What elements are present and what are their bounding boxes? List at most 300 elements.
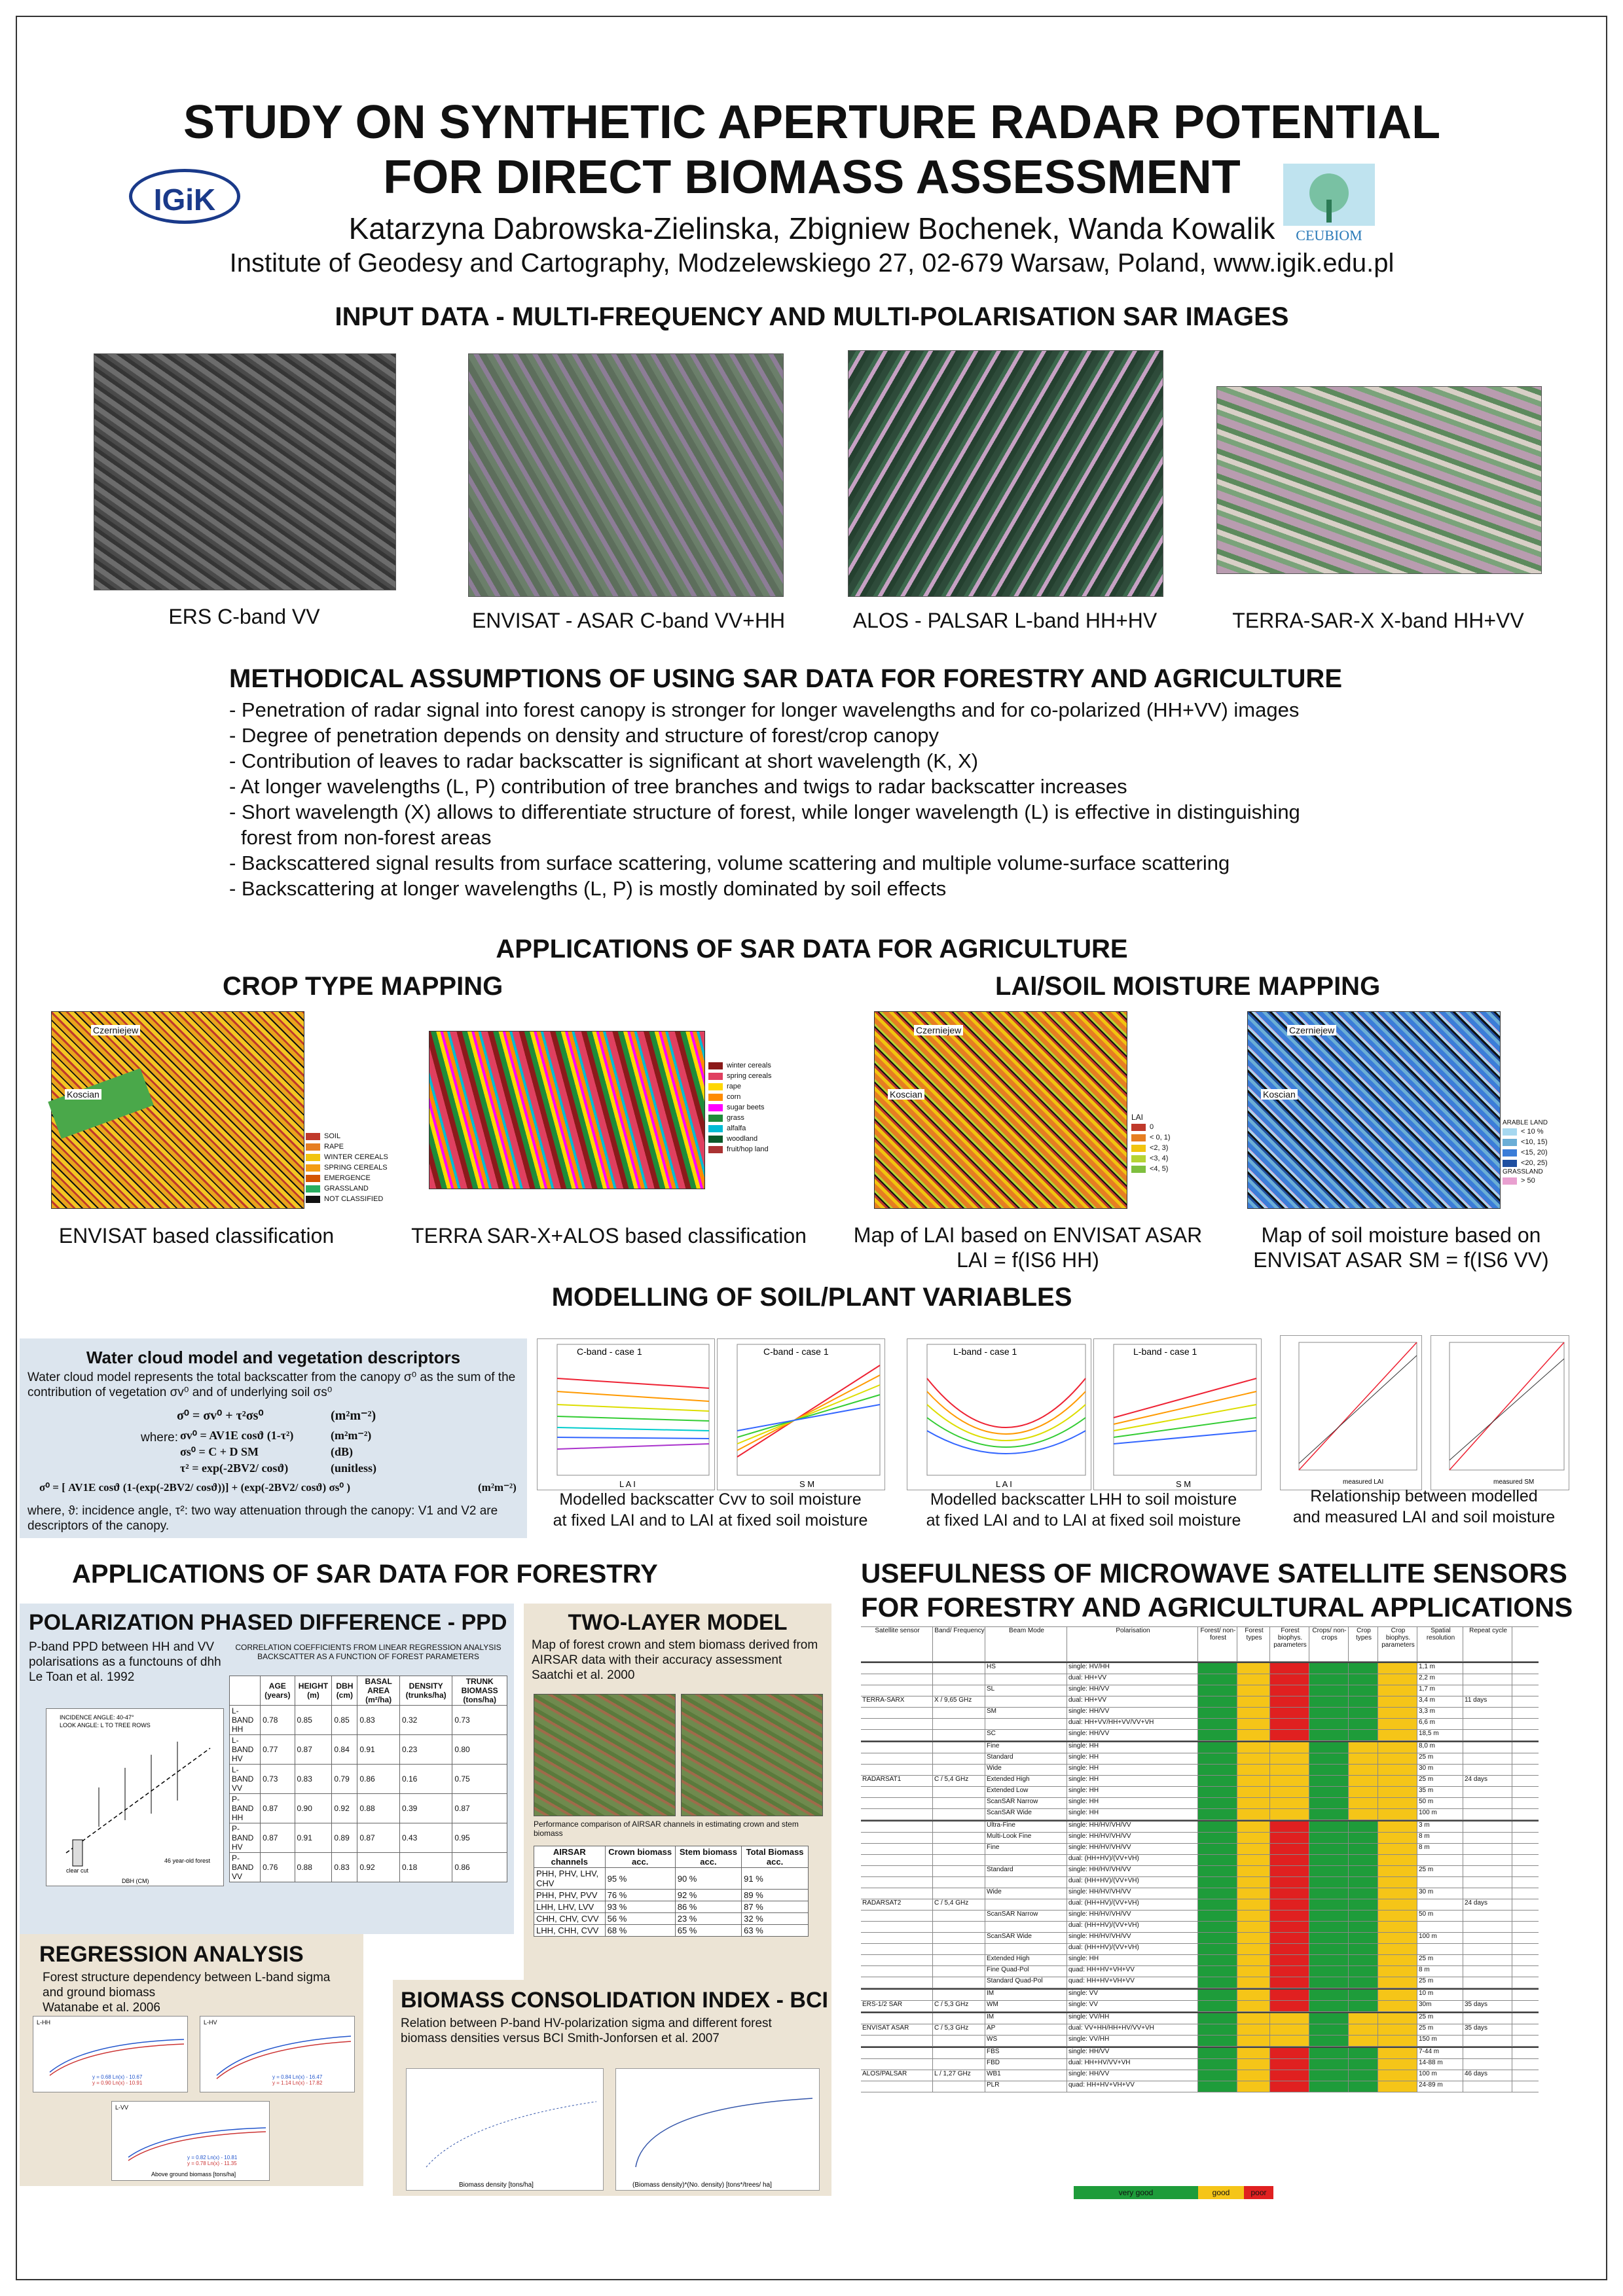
table-cell: [1463, 1809, 1512, 1820]
table-cell: Extended High: [985, 1955, 1067, 1965]
crop-map-envisat-legend: SOIL RAPE WINTER CEREALS SPRING CEREALS EMERGENCE GRASSLAND NOT CLASSIFIED: [306, 1131, 388, 1204]
usefulness-legend: very good good poor: [1074, 2186, 1273, 2199]
table-cell: [861, 1765, 933, 1775]
rating-cell: [1270, 1663, 1309, 1674]
rating-cell: [1270, 1674, 1309, 1685]
svg-text:Above ground biomass [tons/ha]: Above ground biomass [tons/ha]: [151, 2171, 236, 2178]
table-cell: SC: [985, 1730, 1067, 1740]
column-header: Forest types: [1237, 1627, 1270, 1661]
table-row: L-BAND HV 0.77 0.87 0.84 0.91 0.23 0.80: [230, 1735, 507, 1765]
rating-cell: [1237, 1933, 1270, 1943]
table-cell: single: HH: [1067, 1787, 1198, 1797]
rating-cell: [1198, 1877, 1237, 1888]
rating-cell: [1270, 1742, 1309, 1753]
rating-cell: [1309, 1977, 1349, 1988]
table-cell: dual: (HH+HV)/(VV+VH): [1067, 1877, 1198, 1888]
table-cell: Standard: [985, 1753, 1067, 1764]
rating-cell: [1270, 1753, 1309, 1764]
bullet: - Contribution of leaves to radar backscatter is significant at short wavelength (K, X): [229, 749, 979, 772]
table-row: PHH, PHV, PVV 76 % 92 % 89 %: [534, 1890, 809, 1901]
alos-caption: ALOS - PALSAR L-band HH+HV: [852, 609, 1158, 632]
alos-image: [848, 350, 1163, 597]
rating-cell: [1349, 1730, 1378, 1740]
rating-cell: [1309, 2036, 1349, 2046]
table-cell: [861, 1966, 933, 1977]
rating-cell: [1309, 1888, 1349, 1899]
rating-cell: [1270, 1685, 1309, 1696]
rating-cell: [1198, 1866, 1237, 1876]
rating-cell: [1349, 2036, 1378, 2046]
rating-cell: [1349, 1776, 1378, 1786]
rating-cell: [1237, 2059, 1270, 2070]
table-cell: [933, 1933, 985, 1943]
stem-biomass-map: [681, 1694, 823, 1816]
rating-cell: [1349, 1855, 1378, 1865]
rating-cell: [1309, 1899, 1349, 1910]
rating-cell: [1237, 1809, 1270, 1820]
svg-text:(Biomass density)*(No. density: (Biomass density)*(No. density) [tons*/trees/ ha]: [632, 2181, 772, 2189]
rating-cell: [1349, 1787, 1378, 1797]
table-cell: 11 days: [1463, 1696, 1512, 1707]
table-cell: [933, 1719, 985, 1729]
table-cell: 1,7 m: [1417, 1685, 1463, 1696]
l-band-sm-graph: [1093, 1338, 1262, 1490]
lai-heading: LAI/SOIL MOISTURE MAPPING: [995, 972, 1381, 1001]
table-cell: [861, 1944, 933, 1954]
rating-cell: [1237, 1922, 1270, 1932]
table-cell: [933, 1877, 985, 1888]
rating-cell: [1349, 1910, 1378, 1921]
rating-cell: [1309, 1742, 1349, 1753]
table-cell: dual: (HH+HV)/(VV+VH): [1067, 1922, 1198, 1932]
table-cell: 150 m: [1417, 2036, 1463, 2046]
svg-text:LOOK ANGLE: L TO TREE ROWS: LOOK ANGLE: L TO TREE ROWS: [60, 1722, 151, 1729]
bullet: - Backscattering at longer wavelengths (L, P) is mostly dominated by soil effects: [229, 877, 947, 900]
rating-cell: [1378, 2081, 1417, 2092]
rating-cell: [1198, 2070, 1237, 2081]
rating-cell: [1270, 1990, 1309, 2000]
table-cell: single: VV/HH: [1067, 2036, 1198, 2046]
table-cell: Fine: [985, 1844, 1067, 1854]
table-cell: Standard Quad-Pol: [985, 1977, 1067, 1988]
table-cell: Extended High: [985, 1776, 1067, 1786]
table-cell: single: HH: [1067, 1765, 1198, 1775]
table-cell: [1463, 1708, 1512, 1718]
rating-cell: [1270, 1922, 1309, 1932]
rating-cell: [1198, 1922, 1237, 1932]
rating-cell: [1378, 1888, 1417, 1899]
bci-scatter-biomass: [406, 2068, 604, 2191]
table-cell: 35 days: [1463, 2024, 1512, 2035]
rating-cell: [1237, 1765, 1270, 1775]
rating-cell: [1237, 1787, 1270, 1797]
table-row: [861, 1674, 1539, 1685]
table-row: [861, 1765, 1539, 1776]
table-cell: 30m: [1417, 2001, 1463, 2011]
table-cell: [933, 1730, 985, 1740]
table-cell: [933, 1753, 985, 1764]
table-cell: [933, 1855, 985, 1865]
table-cell: [861, 1955, 933, 1965]
table-cell: [861, 1742, 933, 1753]
rating-cell: [1237, 1910, 1270, 1921]
table-cell: single: HH/HV/VH/VV: [1067, 1910, 1198, 1921]
table-cell: [1463, 2036, 1512, 2046]
column-header: Satellite sensor: [861, 1627, 933, 1661]
table-row: [861, 1776, 1539, 1787]
crop-map-envisat: Czerniejew Koscian: [51, 1011, 304, 1209]
column-header: Band/ Frequency: [933, 1627, 985, 1661]
rating-cell: [1198, 1821, 1237, 1832]
rating-cell: [1237, 1742, 1270, 1753]
rating-cell: [1378, 1742, 1417, 1753]
rating-cell: [1378, 1798, 1417, 1808]
column-header: Forest biophys. parameters: [1270, 1627, 1309, 1661]
table-cell: C / 5,4 GHz: [933, 1899, 985, 1910]
map2-caption: TERRA SAR-X+ALOS based classification: [411, 1224, 807, 1247]
svg-text:L-VV: L-VV: [115, 2104, 129, 2111]
rating-cell: [1198, 1663, 1237, 1674]
rating-cell: [1349, 1685, 1378, 1696]
table-cell: [933, 2048, 985, 2058]
rating-cell: [1237, 1753, 1270, 1764]
rating-cell: [1270, 1855, 1309, 1865]
table-cell: [933, 2081, 985, 2092]
table-cell: [1463, 1730, 1512, 1740]
rating-cell: [1309, 1730, 1349, 1740]
rating-cell: [1378, 2048, 1417, 2058]
table-cell: single: VV: [1067, 2001, 1198, 2011]
table-row: [861, 1866, 1539, 1877]
rating-cell: [1378, 2013, 1417, 2024]
rating-cell: [1198, 1674, 1237, 1685]
rating-cell: [1378, 1877, 1417, 1888]
rating-cell: [1309, 1910, 1349, 1921]
rating-cell: [1198, 1990, 1237, 2000]
table-row: [861, 1820, 1539, 1833]
table-cell: [933, 1663, 985, 1674]
rating-cell: [1270, 2036, 1309, 2046]
rating-cell: [1270, 1821, 1309, 1832]
table-cell: 3 m: [1417, 1821, 1463, 1832]
table-cell: [1463, 1674, 1512, 1685]
table-cell: [985, 1922, 1067, 1932]
table-cell: [861, 1809, 933, 1820]
table-row: [861, 1787, 1539, 1798]
rating-cell: [1198, 1855, 1237, 1865]
svg-text:y = 0.84 Ln(x) - 16.47: y = 0.84 Ln(x) - 16.47: [272, 2074, 323, 2080]
table-cell: 7-44 m: [1417, 2048, 1463, 2058]
table-cell: [1463, 1933, 1512, 1943]
rating-cell: [1309, 1708, 1349, 1718]
table-cell: 100 m: [1417, 1809, 1463, 1820]
table-row: [861, 1809, 1539, 1820]
rating-cell: [1378, 1753, 1417, 1764]
rating-cell: [1270, 2081, 1309, 2092]
rating-cell: [1270, 2059, 1309, 2070]
table-row: [861, 1753, 1539, 1765]
rating-cell: [1198, 1933, 1237, 1943]
rating-cell: [1237, 1966, 1270, 1977]
svg-text:C-band - case 1: C-band - case 1: [763, 1346, 829, 1357]
model-cap1: Modelled backscatter Cvv to soil moisture at fixed LAI and to LAI at fixed soil moisture: [553, 1490, 868, 1530]
rating-cell: [1270, 1966, 1309, 1977]
table-cell: C / 5,3 GHz: [933, 2024, 985, 2035]
table-cell: 8 m: [1417, 1844, 1463, 1854]
rating-cell: [1378, 1933, 1417, 1943]
table-cell: [861, 1798, 933, 1808]
rating-cell: [1309, 1696, 1349, 1707]
crop-heading: CROP TYPE MAPPING: [223, 972, 503, 1001]
lai-validation-scatter: [1280, 1335, 1422, 1490]
table-cell: [861, 1866, 933, 1876]
rating-cell: [1349, 1719, 1378, 1729]
rating-cell: [1378, 1910, 1417, 1921]
table-cell: [933, 1910, 985, 1921]
envisat-caption: ENVISAT - ASAR C-band VV+HH: [471, 609, 786, 632]
rating-cell: [1237, 1855, 1270, 1865]
table-cell: ScanSAR Wide: [985, 1933, 1067, 1943]
rating-cell: [1309, 1685, 1349, 1696]
table-cell: [985, 1696, 1067, 1707]
table-cell: dual: (HH+HV)/(VV+VH): [1067, 1855, 1198, 1865]
rating-cell: [1270, 1798, 1309, 1808]
table-row: [861, 1988, 1539, 2001]
rating-cell: [1309, 1753, 1349, 1764]
table-cell: single: HH/VV: [1067, 1708, 1198, 1718]
table-cell: SM: [985, 1708, 1067, 1718]
rating-cell: [1349, 1798, 1378, 1808]
institute: Institute of Geodesy and Cartography, Modzelewskiego 27, 02-679 Warsaw, Poland, www.igik.edu.pl: [229, 249, 1395, 278]
rating-cell: [1270, 2013, 1309, 2024]
table-cell: 35 m: [1417, 1787, 1463, 1797]
rating-cell: [1378, 1844, 1417, 1854]
bci-panel: BIOMASS CONSOLIDATION INDEX - BCI Relation between P-band HV-polarization sigma and different forest biomass densities versus BCI Smith-Jonforsen et al. 2007 Biomass density [tons/ha] (Biomass density)*(No. density) [tons*/trees/ ha]: [393, 1980, 831, 2196]
table-cell: [933, 1833, 985, 1843]
rating-cell: [1237, 1844, 1270, 1854]
table-cell: ALOS/PALSAR: [861, 2070, 933, 2081]
table-row: [861, 1922, 1539, 1933]
table-cell: [985, 1719, 1067, 1729]
rating-cell: [1378, 1977, 1417, 1988]
crop-map-terrasar-alos: [429, 1031, 705, 1189]
rating-cell: [1198, 2059, 1237, 2070]
rating-cell: [1349, 2024, 1378, 2035]
table-cell: [1463, 1833, 1512, 1843]
rating-cell: [1378, 2001, 1417, 2011]
table-cell: Wide: [985, 1888, 1067, 1899]
table-cell: [1463, 1888, 1512, 1899]
rating-cell: [1198, 1809, 1237, 1820]
table-cell: [1463, 1685, 1512, 1696]
svg-text:46 year-old forest: 46 year-old forest: [164, 1857, 211, 1864]
table-row: [861, 1955, 1539, 1966]
table-cell: [933, 1922, 985, 1932]
rating-cell: [1198, 1708, 1237, 1718]
table-cell: Fine Quad-Pol: [985, 1966, 1067, 1977]
table-cell: single: HH: [1067, 1753, 1198, 1764]
table-cell: [1463, 1922, 1512, 1932]
rating-cell: [1309, 1955, 1349, 1965]
table-cell: 6,6 m: [1417, 1719, 1463, 1729]
table-cell: 50 m: [1417, 1798, 1463, 1808]
table-cell: [933, 1809, 985, 1820]
table-cell: [1463, 1765, 1512, 1775]
table-row: [861, 1933, 1539, 1944]
table-cell: C / 5,4 GHz: [933, 1776, 985, 1786]
rating-cell: [1270, 1910, 1309, 1921]
table-cell: [1463, 1955, 1512, 1965]
rating-cell: [1198, 2013, 1237, 2024]
rating-cell: [1309, 1798, 1349, 1808]
table-cell: [1463, 1990, 1512, 2000]
table-row: P-BAND HV 0.87 0.91 0.89 0.87 0.43 0.95: [230, 1823, 507, 1853]
table-cell: single: VV/HH: [1067, 2013, 1198, 2024]
rating-cell: [1309, 1663, 1349, 1674]
rating-cell: [1309, 1933, 1349, 1943]
table-row: P-BAND HH 0.87 0.90 0.92 0.88 0.39 0.87: [230, 1794, 507, 1823]
table-cell: RADARSAT1: [861, 1776, 933, 1786]
svg-text:DBH (CM): DBH (CM): [122, 1878, 149, 1884]
rating-cell: [1198, 1776, 1237, 1786]
table-cell: [1463, 1798, 1512, 1808]
table-cell: quad: HH+HV+VH+VV: [1067, 1977, 1198, 1988]
rating-cell: [1378, 1674, 1417, 1685]
model-cap3: Relationship between modelled and measured LAI and soil moisture: [1292, 1487, 1556, 1526]
table-cell: [1463, 1977, 1512, 1988]
table-cell: L / 1,27 GHz: [933, 2070, 985, 2081]
table-cell: single: HH/HV/VH/VV: [1067, 1866, 1198, 1876]
table-cell: 24 days: [1463, 1776, 1512, 1786]
rating-cell: [1309, 1844, 1349, 1854]
table-cell: [1463, 1753, 1512, 1764]
envisat-image: [468, 353, 784, 597]
table-cell: [1463, 1844, 1512, 1854]
bullet: - Degree of penetration depends on density and structure of forest/crop canopy: [229, 724, 939, 747]
rating-cell: [1270, 1888, 1309, 1899]
table-cell: [985, 1877, 1067, 1888]
bullet: forest from non-forest areas: [241, 826, 492, 849]
table-cell: [933, 1821, 985, 1832]
table-cell: [861, 1922, 933, 1932]
table-cell: FBS: [985, 2048, 1067, 2058]
rating-cell: [1198, 1833, 1237, 1843]
table-cell: [1463, 2081, 1512, 2092]
table-cell: single: HH/HV/VH/VV: [1067, 1833, 1198, 1843]
table-row: [861, 1888, 1539, 1899]
sm-validation-scatter: [1431, 1335, 1569, 1490]
table-cell: [861, 1877, 933, 1888]
rating-cell: [1349, 1888, 1378, 1899]
rating-cell: [1270, 2048, 1309, 2058]
table-cell: AP: [985, 2024, 1067, 2035]
rating-cell: [1349, 1844, 1378, 1854]
rating-cell: [1198, 1844, 1237, 1854]
l-band-lai-graph: [907, 1338, 1091, 1490]
rating-cell: [1378, 2070, 1417, 2081]
table-row: LHH, CHH, CVV 68 % 65 % 63 %: [534, 1925, 809, 1937]
rating-cell: [1309, 2024, 1349, 2035]
table-cell: [1463, 1910, 1512, 1921]
table-cell: dual: HH+VV/HH+VV/VV+VH: [1067, 1719, 1198, 1729]
table-cell: single: HH: [1067, 1955, 1198, 1965]
column-header: Polarisation: [1067, 1627, 1198, 1661]
rating-cell: [1309, 1776, 1349, 1786]
table-cell: [933, 2013, 985, 2024]
table-row: [861, 1741, 1539, 1753]
table-cell: [1463, 1787, 1512, 1797]
ppd-scatter-plot: [46, 1708, 224, 1886]
rating-cell: [1237, 2036, 1270, 2046]
c-band-sm-graph: [717, 1338, 885, 1490]
svg-text:L-band - case 1: L-band - case 1: [953, 1346, 1017, 1357]
table-row: [861, 2059, 1539, 2070]
table-cell: [1417, 1922, 1463, 1932]
table-cell: 25 m: [1417, 1866, 1463, 1876]
rating-cell: [1270, 1730, 1309, 1740]
bci-scatter-density: [615, 2068, 820, 2191]
rating-cell: [1237, 1833, 1270, 1843]
table-cell: Ultra-Fine: [985, 1821, 1067, 1832]
rating-cell: [1349, 2059, 1378, 2070]
rating-cell: [1349, 1696, 1378, 1707]
rating-cell: [1198, 2024, 1237, 2035]
table-cell: SL: [985, 1685, 1067, 1696]
table-row: [861, 1708, 1539, 1719]
table-cell: 30 m: [1417, 1888, 1463, 1899]
svg-text:y = 0.68 Ln(x) - 10.67: y = 0.68 Ln(x) - 10.67: [92, 2074, 143, 2080]
rating-cell: [1378, 1922, 1417, 1932]
rating-cell: [1378, 1855, 1417, 1865]
column-header: Forest/ non-forest: [1198, 1627, 1237, 1661]
table-cell: 3,3 m: [1417, 1708, 1463, 1718]
svg-text:L A I: L A I: [996, 1479, 1012, 1489]
table-cell: 25 m: [1417, 2013, 1463, 2024]
svg-text:y = 0.78 Ln(x) - 11.35: y = 0.78 Ln(x) - 11.35: [187, 2161, 237, 2166]
table-row: [861, 1877, 1539, 1888]
table-cell: [861, 1674, 933, 1685]
table-cell: single: HH/HV/VH/VV: [1067, 1844, 1198, 1854]
rating-cell: [1309, 1833, 1349, 1843]
ers-caption: ERS C-band VV: [168, 605, 320, 628]
rating-cell: [1270, 1809, 1309, 1820]
table-cell: [861, 1753, 933, 1764]
svg-text:INCIDENCE ANGLE: 40-47°: INCIDENCE ANGLE: 40-47°: [60, 1714, 134, 1721]
regression-panel: REGRESSION ANALYSIS Forest structure dependency between L-band sigma and ground biomass Watanabe et al. 2006 L-HH y = 0.68 Ln(x) - 10.67 y = 0.90 Ln(x) - 10.91 L-HV y = 0.84 Ln(x) - 16.47 y = 1.14 Ln(x) - 17.82 L-VV y = 0.82 Ln(x) - 10.81 y = 0.78 Ln(x) - 11.35 Above ground biomass [tons/ha]: [20, 1934, 363, 2186]
table-cell: [1463, 1821, 1512, 1832]
rating-cell: [1378, 1899, 1417, 1910]
table-cell: [933, 1866, 985, 1876]
rating-cell: [1349, 1877, 1378, 1888]
rating-cell: [1270, 1844, 1309, 1854]
table-cell: [861, 1833, 933, 1843]
table-cell: [933, 1674, 985, 1685]
table-cell: HS: [985, 1663, 1067, 1674]
table-row: [861, 2012, 1539, 2024]
rating-cell: [1378, 1955, 1417, 1965]
table-row: [861, 1899, 1539, 1910]
table-row: PHH, PHV, LHV, CHV 95 % 90 % 91 %: [534, 1868, 809, 1890]
rating-cell: [1237, 1685, 1270, 1696]
rating-cell: [1349, 1663, 1378, 1674]
table-cell: 24-89 m: [1417, 2081, 1463, 2092]
table-cell: 18,5 m: [1417, 1730, 1463, 1740]
table-cell: [1463, 2048, 1512, 2058]
rating-cell: [1270, 1944, 1309, 1954]
table-cell: single: HH: [1067, 1809, 1198, 1820]
table-cell: [861, 2059, 933, 2070]
soil-moisture-legend: ARABLE LAND < 10 % <10, 15) <15, 20) <20, 25) GRASSLAND > 50: [1503, 1119, 1548, 1185]
